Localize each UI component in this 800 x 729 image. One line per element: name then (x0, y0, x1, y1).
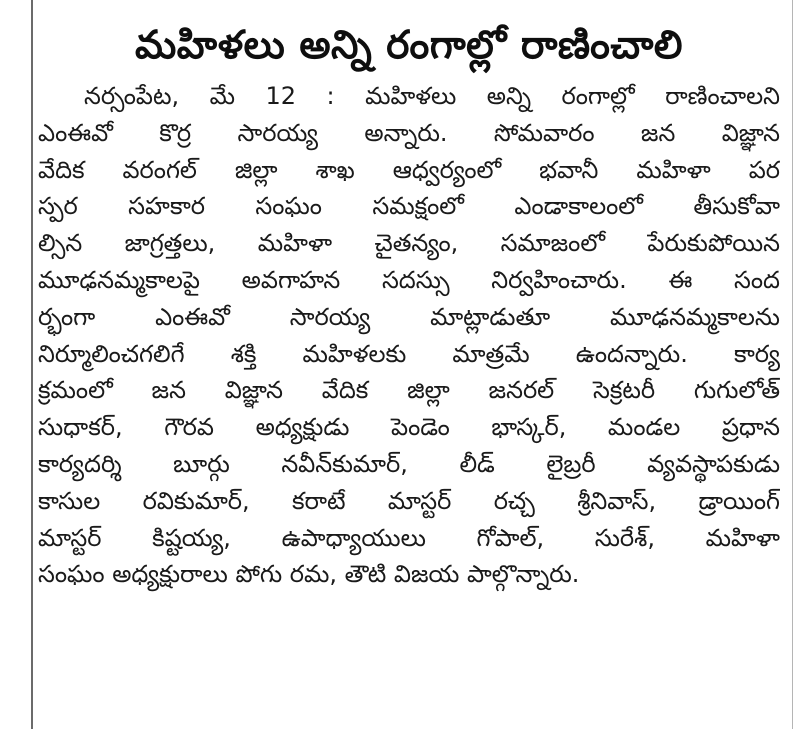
body-line: ల్సిన జాగ్రత్తలు, మహిళా చైతన్యం, సమాజంలో పేరుకుపోయిన (38, 229, 780, 258)
body-line: సుధాకర్, గౌరవ అధ్యక్షుడు పెండెం భాస్కర్, మండల ప్రధాన (38, 413, 780, 442)
body-line: స్పర సహకార సంఘం సమక్షంలో ఎండాకాలంలో తీసుకోవా (38, 192, 780, 221)
body-line: కార్యదర్శి బూర్గు నవీన్‌కుమార్, లీడ్ లైబ్రరీ వ్యవస్థాపకుడు (38, 449, 780, 478)
body-line: ఎంఈవో కొర్ర సారయ్య అన్నారు. సోమవారం జన విజ్ఞాన (38, 118, 780, 147)
body-line: వేదిక వరంగల్ జిల్లా శాఖ ఆధ్వర్యంలో భవానీ మహిళా పర (38, 155, 780, 184)
body-line: నిర్మూలించగలిగే శక్తి మహిళలకు మాత్రమే ఉందన్నారు. కార్య (38, 339, 780, 368)
body-line: సంఘం అధ్యక్షురాలు పోగు రమ, తౌటి విజయ పాల్గొన్నారు. (38, 560, 580, 589)
headline: మహిళలు అన్ని రంగాల్లో రాణించాలి (135, 23, 683, 68)
body-line: మూఢనమ్మకాలపై అవగాహన సదస్సు నిర్వహించారు. ఈ సంద (38, 265, 780, 294)
body-line: క్రమంలో జన విజ్ఞాన వేదిక జిల్లా జనరల్ సెక్రటరీ గుగులోత్ (38, 376, 780, 405)
body-line: నర్సంపేట, మే 12 : మహిళలు అన్ని రంగాల్లో రాణించాలని (84, 82, 780, 110)
article-body (38, 78, 780, 593)
news-clipping (38, 18, 780, 593)
body-line: కాసుల రవికుమార్, కరాటే మాస్టర్ రచ్చ శ్రీనివాస్, డ్రాయింగ్ (38, 486, 780, 515)
body-line: మాస్టర్ కిష్టయ్య, ఉపాధ్యాయులు గోపాల్, సురేశ్, మహిళా (38, 523, 780, 552)
column-divider-line (31, 0, 33, 729)
clip-edge-line (792, 0, 793, 729)
body-line: ర్భంగా ఎంఈవో సారయ్య మాట్లాడుతూ మూఢనమ్మకాలను (38, 302, 780, 331)
